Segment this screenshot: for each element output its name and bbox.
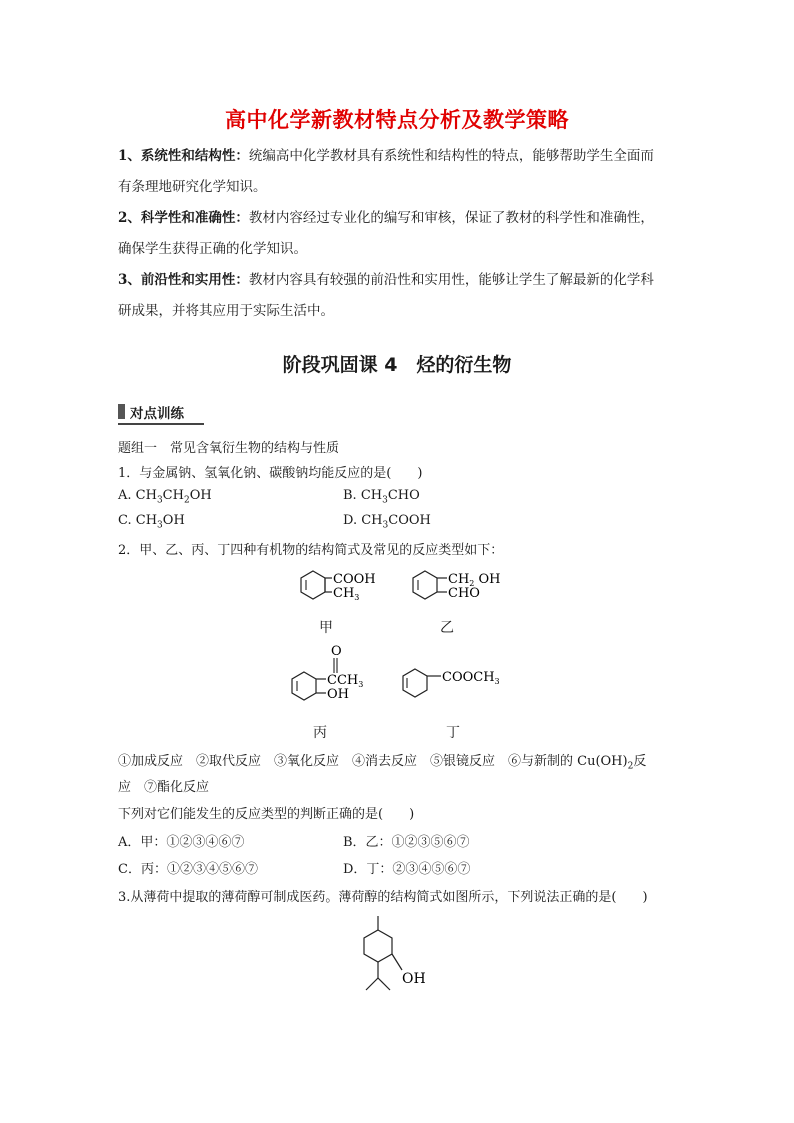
section-tag-label: 对点训练 bbox=[130, 406, 184, 422]
structure-bing bbox=[286, 640, 386, 710]
intro-point-text: 统编高中化学教材具有系统性和结构性的特点，能够帮助学生全面而 bbox=[248, 148, 654, 164]
intro-point-1 bbox=[118, 141, 680, 203]
q2-option-a: A．甲：①②③④⑥⑦ bbox=[118, 835, 245, 850]
q2-stem: 2．甲、乙、丙、丁四种有机物的结构简式及常见的反应类型如下： bbox=[118, 543, 504, 558]
bing-o: O bbox=[331, 644, 342, 659]
structure-label-ding: 丁 bbox=[446, 725, 460, 741]
intro-point-text: 教材内容具有较强的前沿性和实用性，能够让学生了解最新的化学科 bbox=[248, 272, 654, 288]
q3-stem: 3.从薄荷中提取的薄荷醇可制成医药。薄荷醇的结构简式如图所示，下列说法正确的是( ) bbox=[118, 890, 648, 905]
structure-label-bing: 丙 bbox=[313, 725, 327, 741]
intro-point-text: 教材内容经过专业化的编写和审核，保证了教材的科学性和准确性， bbox=[248, 210, 654, 226]
q2-option-b: B．乙：①②③⑤⑥⑦ bbox=[343, 835, 470, 850]
document-title: 高中化学新教材特点分析及教学策略 bbox=[225, 108, 569, 132]
bing-sub2: OH bbox=[327, 687, 349, 702]
jia-sub1: COOH bbox=[333, 572, 376, 587]
intro-point-text: 有条理地研究化学知识。 bbox=[118, 179, 267, 195]
lesson-title: 阶段巩固课 4 烃的衍生物 bbox=[282, 354, 512, 376]
structure-jia bbox=[286, 563, 386, 611]
menthol-oh: OH bbox=[402, 971, 426, 987]
structure-menthol bbox=[350, 912, 440, 1004]
ding-sub1: $COOCH_3$ bbox=[442, 670, 500, 686]
q2-reactions-line2: 应 ⑦酯化反应 bbox=[118, 780, 210, 795]
intro-point-2 bbox=[118, 203, 680, 265]
q2-option-d: D．丁：②③④⑤⑥⑦ bbox=[343, 862, 471, 877]
intro-point-text: 确保学生获得正确的化学知识。 bbox=[118, 241, 307, 257]
q1-option-a: A. $CH_3CH_2OH$ bbox=[118, 488, 212, 506]
intro-point-text: 研成果，并将其应用于实际生活中。 bbox=[118, 303, 334, 319]
q1-option-d: D. $CH_3COOH$ bbox=[343, 513, 431, 531]
q2-reactions-line1: ①加成反应 ②取代反应 ③氧化反应 ④消去反应 ⑤银镜反应 ⑥与新制的 $Cu(OH)_2$反 bbox=[118, 754, 647, 772]
yi-sub1: $CH_2$ OH bbox=[448, 572, 501, 588]
yi-sub2: CHO bbox=[448, 586, 480, 601]
structure-label-yi: 乙 bbox=[440, 620, 454, 636]
structure-ding bbox=[395, 665, 515, 709]
section-underline bbox=[118, 423, 204, 425]
q1-option-b: B. $CH_3CHO$ bbox=[343, 488, 420, 506]
section-bar-icon bbox=[118, 404, 125, 419]
structure-label-jia: 甲 bbox=[319, 620, 333, 636]
q2-question: 下列对它们能发生的反应类型的判断正确的是( ) bbox=[118, 807, 415, 822]
structure-yi bbox=[405, 563, 515, 611]
intro-point-label: 1、系统性和结构性： bbox=[118, 148, 249, 164]
jia-sub2: $CH_3$ bbox=[333, 586, 360, 602]
q2-option-c: C．丙：①②③④⑤⑥⑦ bbox=[118, 862, 258, 877]
q1-stem: 1．与金属钠、氢氧化钠、碳酸钠均能反应的是( ) bbox=[118, 466, 423, 481]
group-title: 题组一 常见含氧衍生物的结构与性质 bbox=[118, 441, 340, 456]
q1-option-c: C. $CH_3OH$ bbox=[118, 513, 185, 531]
intro-point-label: 2、科学性和准确性： bbox=[118, 210, 249, 226]
intro-point-3 bbox=[118, 265, 680, 327]
intro-point-label: 3、前沿性和实用性： bbox=[118, 272, 249, 288]
section-tag bbox=[118, 402, 184, 422]
bing-sub1: $CCH_3$ bbox=[327, 673, 364, 689]
